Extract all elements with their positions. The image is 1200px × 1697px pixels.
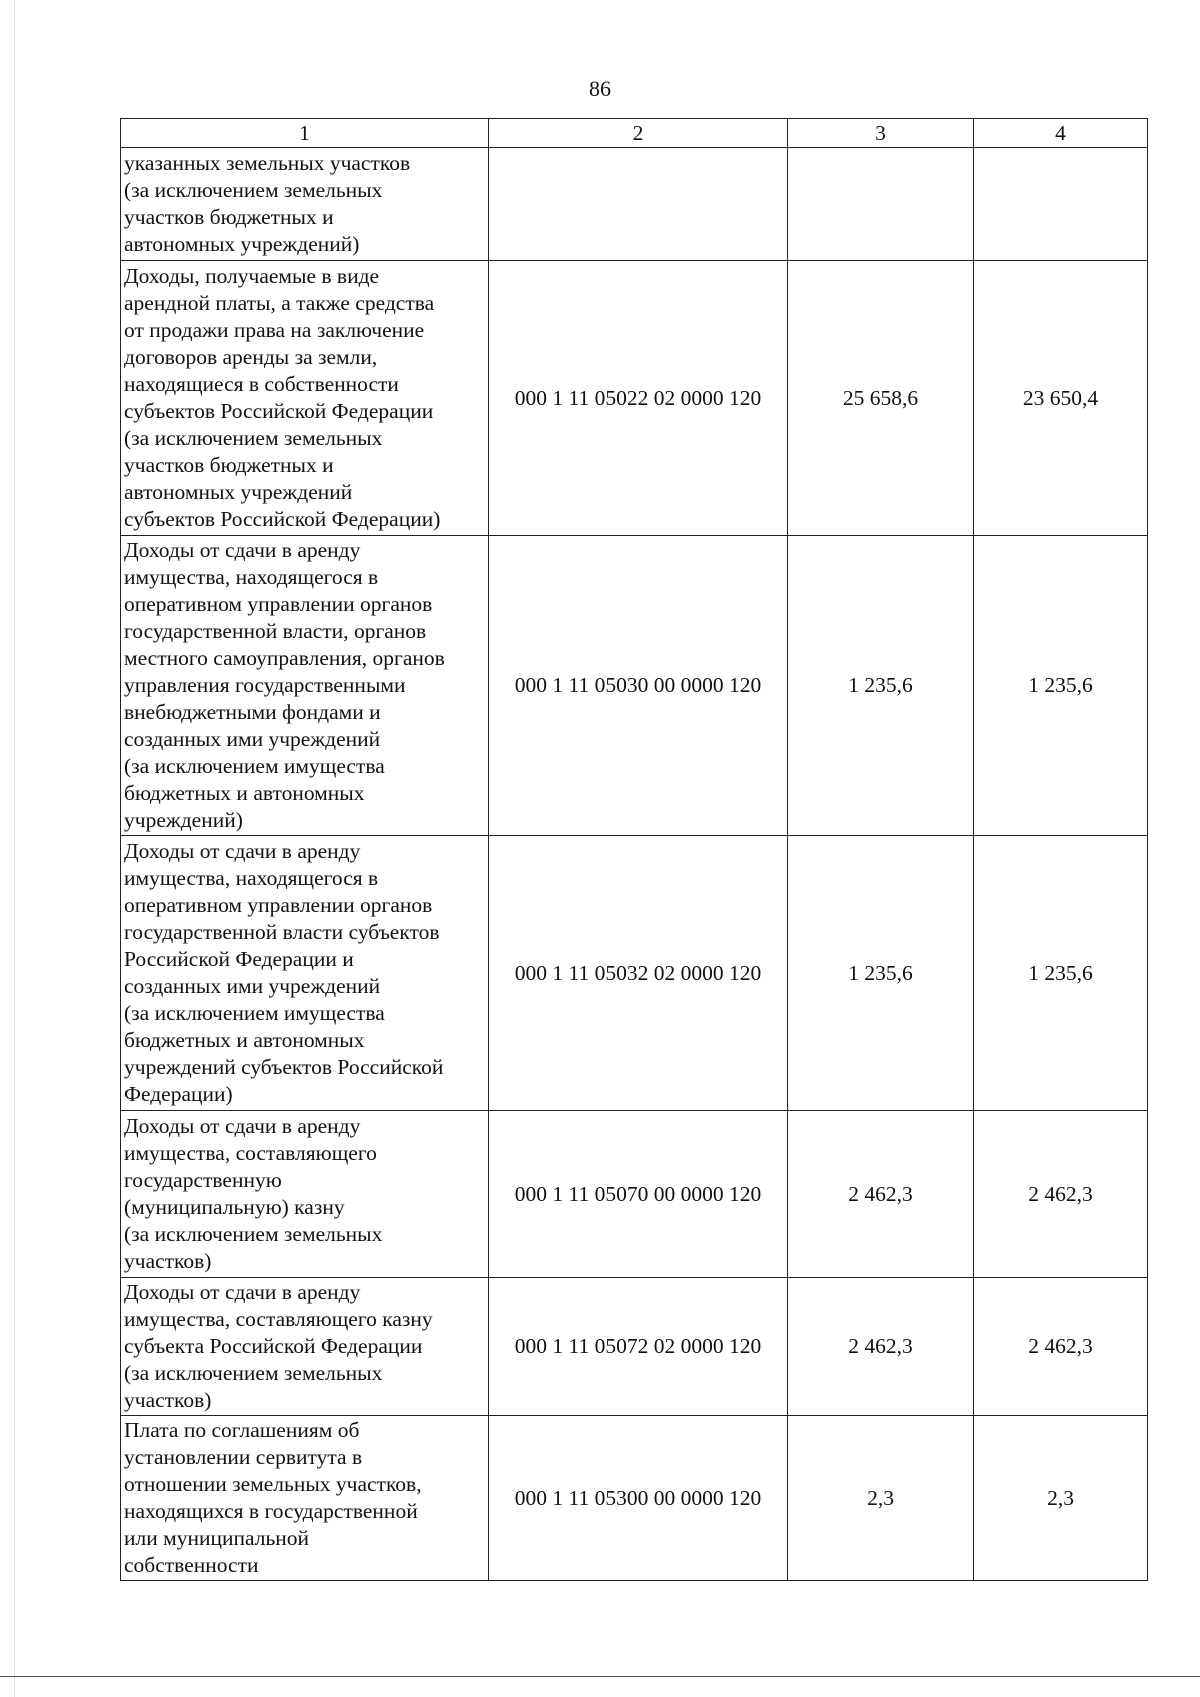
row-description: Доходы от сдачи в аренду имущества, составляющего государственную (муниципальную) казну (за исключением земельных участков) [121,1111,489,1278]
table-row [121,1416,1148,1581]
scan-margin-line [14,0,15,1697]
row-value-col4: 2,3 [974,1416,1148,1581]
row-description: Плата по соглашениям об установлении сервитута в отношении земельных участков, находящихся в государственной или муниципальной собственности [121,1416,489,1581]
row-value-col4: 1 235,6 [974,836,1148,1111]
page-number: 86 [589,76,611,101]
page-bottom-rule [0,1676,1200,1677]
row-value-col4: 1 235,6 [974,536,1148,836]
column-header-2: 2 [489,119,788,148]
row-value-col3: 1 235,6 [788,836,974,1111]
row-code: 000 1 11 05030 00 0000 120 [489,536,788,836]
table-header-row [121,119,1148,148]
row-code: 000 1 11 05032 02 0000 120 [489,836,788,1111]
table-row [121,1111,1148,1278]
row-description: указанных земельных участков (за исключением земельных участков бюджетных и автономных учреждений) [121,148,489,261]
table-row [121,836,1148,1111]
row-value-col4: 23 650,4 [974,261,1148,536]
table-row [121,261,1148,536]
row-value-col3: 2,3 [788,1416,974,1581]
column-header-1: 1 [121,119,489,148]
row-value-col4: 2 462,3 [974,1111,1148,1278]
row-value-col3 [788,148,974,261]
row-value-col4: 2 462,3 [974,1278,1148,1416]
row-description: Доходы от сдачи в аренду имущества, находящегося в оперативном управлении органов государственной власти, органов местного самоуправления, органов управления государственными внебюджетными фондами и созданных ими учреждений (за исключением имущества бюджетных и автономных учреждений) [121,536,489,836]
column-header-3: 3 [788,119,974,148]
row-value-col4 [974,148,1148,261]
row-value-col3: 2 462,3 [788,1111,974,1278]
row-value-col3: 25 658,6 [788,261,974,536]
row-description: Доходы, получаемые в виде арендной платы, а также средства от продажи права на заключение договоров аренды за земли, находящиеся в собственности субъектов Российской Федерации (за исключением земельных участков бюджетных и автономных учреждений субъектов Российской Федерации) [121,261,489,536]
table-row [121,148,1148,261]
row-code: 000 1 11 05300 00 0000 120 [489,1416,788,1581]
row-value-col3: 1 235,6 [788,536,974,836]
table-row [121,536,1148,836]
row-value-col3: 2 462,3 [788,1278,974,1416]
row-code [489,148,788,261]
row-code: 000 1 11 05022 02 0000 120 [489,261,788,536]
row-code: 000 1 11 05070 00 0000 120 [489,1111,788,1278]
row-description: Доходы от сдачи в аренду имущества, составляющего казну субъекта Российской Федерации (за исключением земельных участков) [121,1278,489,1416]
row-description: Доходы от сдачи в аренду имущества, находящегося в оперативном управлении органов государственной власти субъектов Российской Федерации и созданных ими учреждений (за исключением имущества бюджетных и автономных учреждений субъектов Российской Федерации) [121,836,489,1111]
column-header-4: 4 [974,119,1148,148]
row-code: 000 1 11 05072 02 0000 120 [489,1278,788,1416]
table-row [121,1278,1148,1416]
revenue-table [120,118,1148,1581]
